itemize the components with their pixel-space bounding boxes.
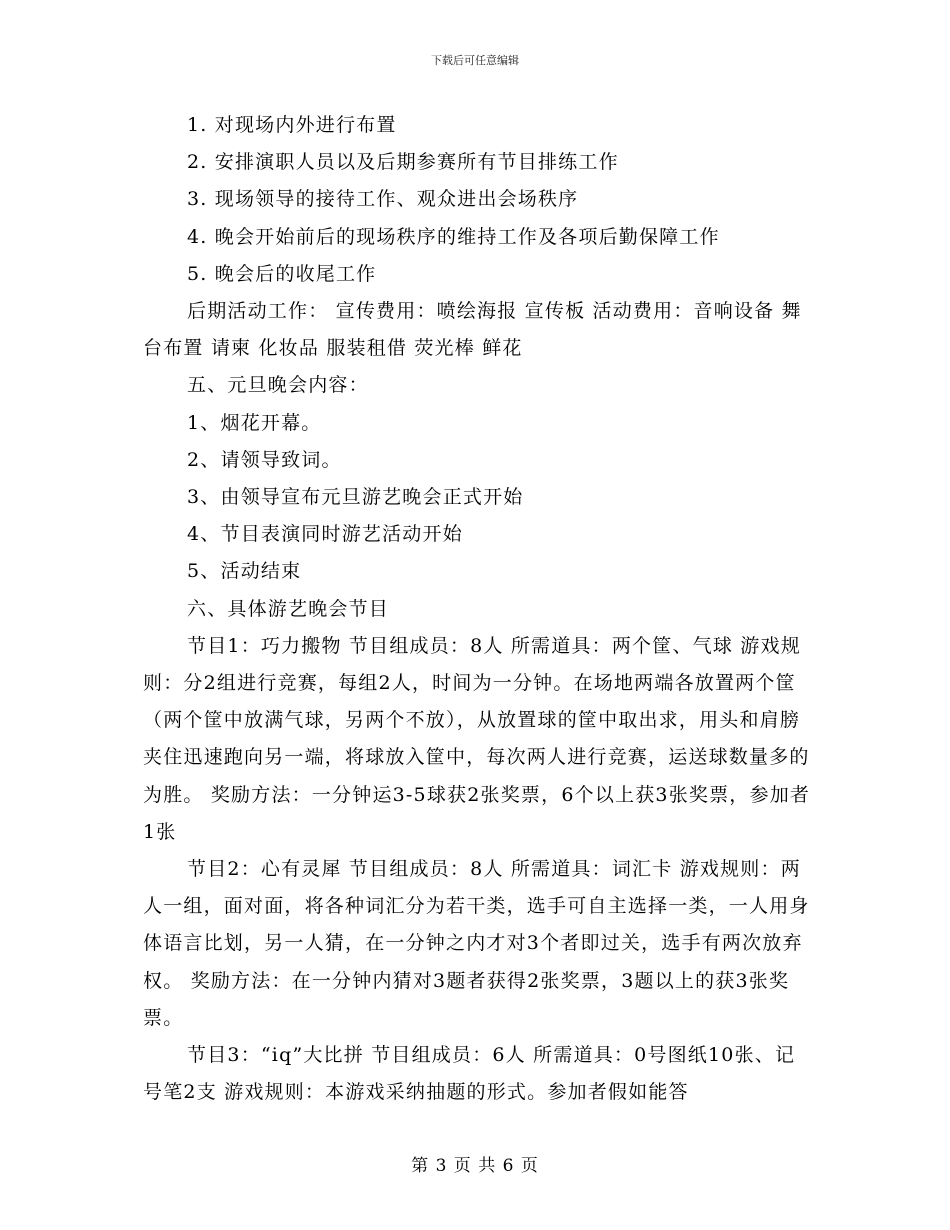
list-item-1: 1. 对现场内外进行布置 [187, 114, 397, 136]
content-item-3: 3、由领导宣布元旦游艺晚会正式开始 [187, 486, 524, 509]
section-heading-5: 五、元旦晚会内容： [187, 374, 369, 397]
content-item-4: 4、节目表演同时游艺活动开始 [187, 523, 463, 546]
program-1: 节目1：巧力搬物 节目组成员：8人 所需道具：两个筐、气球 游戏规则：分2组进行竞赛，每组2人，时间为一分钟。在场地两端各放置两个筐（两个筐中放满气球，另两个不放），从放置球的筐中取出求，用头和肩膀夹住迅速跑向另一端，将球放入筐中，每次两人进行竞赛，运送球数量多的为胜。 奖励方法：一分钟运3-5球获2张奖票，6个以上获3张奖票，参加者1张 [143, 634, 811, 843]
content-item-5: 5、活动结束 [187, 560, 302, 583]
list-item-3: 3. 现场领导的接待工作、观众进出会场秩序 [187, 188, 579, 211]
program-2: 节目2：心有灵犀 节目组成员：8人 所需道具：词汇卡 游戏规则：两人一组，面对面，将各种词汇分为若干类，选手可自主选择一类，一人用身体语言比划，另一人猜，在一分钟之内才对3个者即过关，选手有两次放弃权。 奖励方法：在一分钟内猜对3题者获得2张奖票，3题以上的获3张奖票。 [143, 858, 810, 1029]
document-body [143, 107, 815, 1111]
list-item-4: 4. 晚会开始前后的现场秩序的维持工作及各项后勤保障工作 [187, 225, 720, 248]
paragraph-later-activity: 后期活动工作： 宣传费用：喷绘海报 宣传板 活动费用：音响设备 舞台布置 请柬 化妆品 服装租借 荧光棒 鲜花 [143, 300, 802, 360]
content-item-2: 2、请领导致词。 [187, 448, 342, 471]
page-header: 下载后可任意编辑 [431, 54, 519, 67]
content-item-1: 1、烟花开幕。 [187, 411, 322, 434]
list-item-5: 5. 晚会后的收尾工作 [187, 262, 377, 285]
page-footer: 第 3 页 共 6 页 [411, 1156, 539, 1176]
list-item-2: 2. 安排演职人员以及后期参赛所有节目排练工作 [187, 151, 619, 174]
section-heading-6: 六、具体游艺晚会节目 [187, 597, 390, 620]
program-3: 节目3：“iq”大比拼 节目组成员：6人 所需道具：0号图纸10张、记号笔2支 游戏规则：本游戏采纳抽题的形式。参加者假如能答 [143, 1044, 796, 1104]
